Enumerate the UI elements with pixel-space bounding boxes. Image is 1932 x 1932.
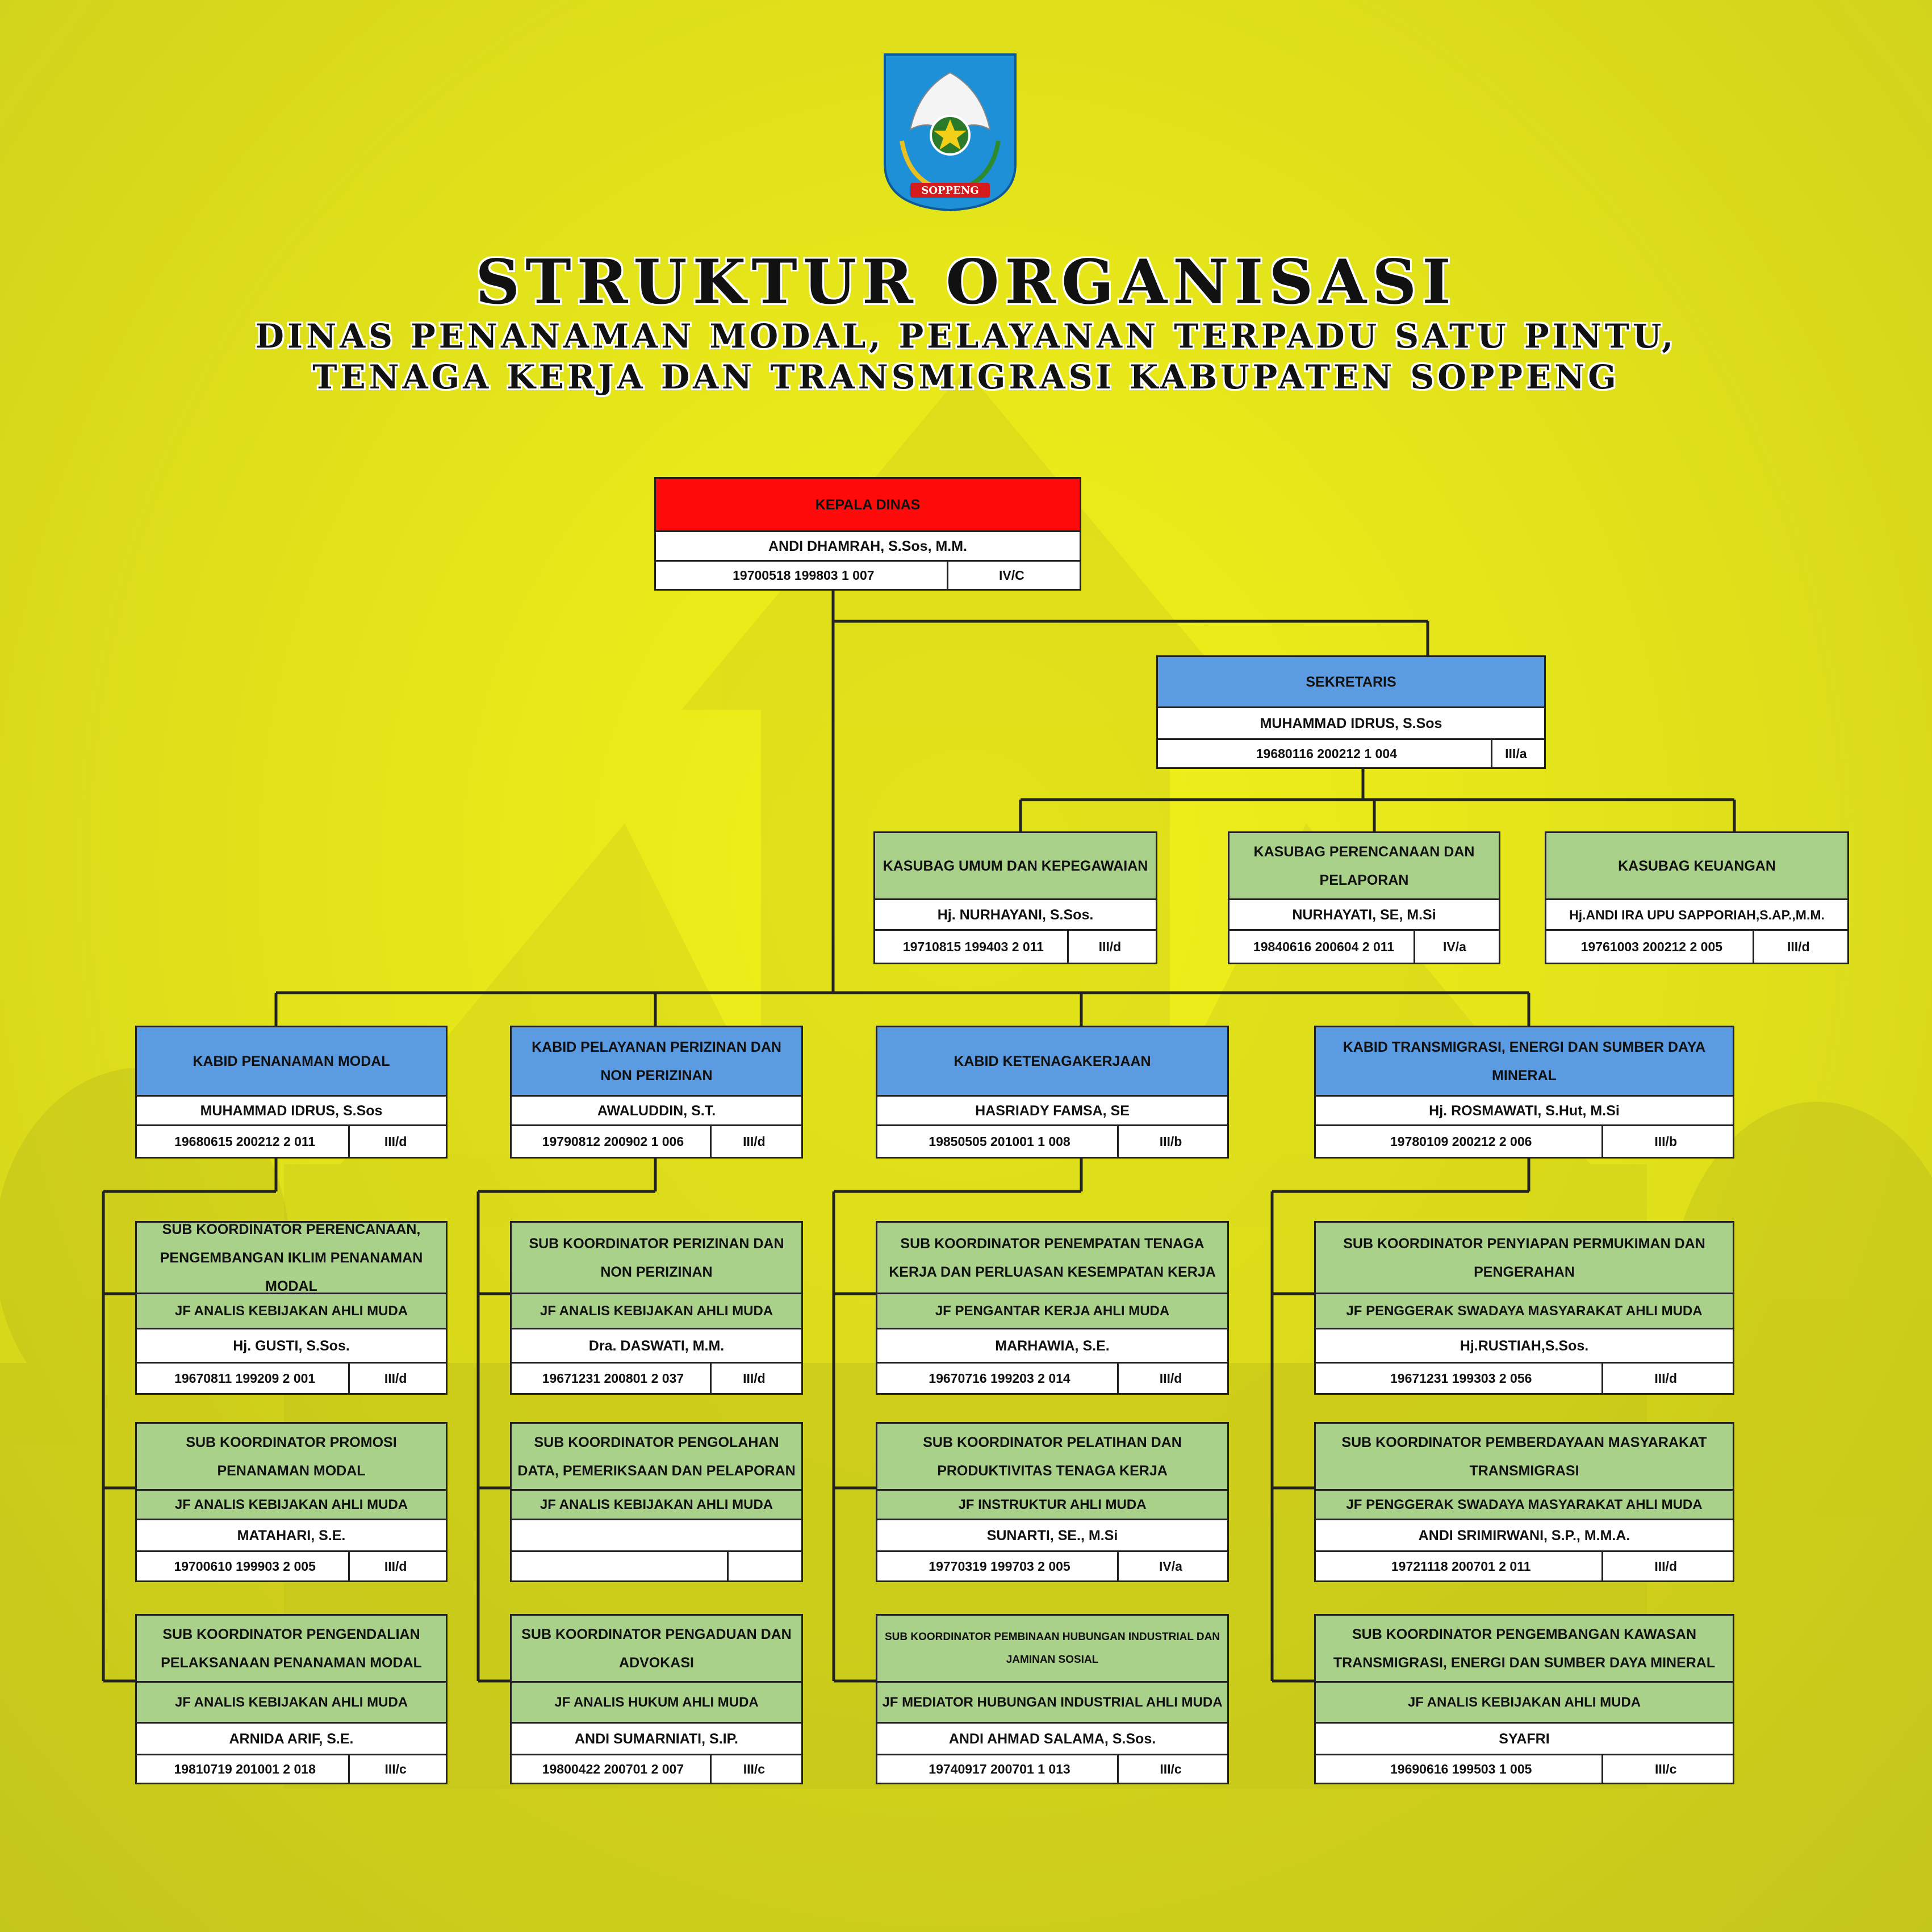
subkoor-name: ANDI SUMARNIATI, S.IP. [575,1730,738,1747]
sekretaris-title: SEKRETARIS [1306,674,1396,690]
subkoor-box [510,1422,803,1582]
subkoor-rank: III/c [384,1762,407,1776]
subkoor-rank: III/d [1159,1371,1182,1386]
subkoor-title: SUB KOORDINATOR PEMBINAAN HUBUNGAN INDUSTRIAL DAN JAMINAN SOSIAL [884,1630,1220,1666]
subkoor-name: MARHAWIA, S.E. [995,1337,1110,1354]
kabid-ketenagakerjaan-box [876,1026,1229,1159]
kasubag-perencanaan-box [1228,831,1500,964]
subkoor-box [135,1614,448,1784]
subkoor-name: SUNARTI, SE., M.Si [986,1527,1118,1544]
subkoor-name: Hj. GUSTI, S.Sos. [233,1337,350,1354]
kabid-rank: III/b [1654,1134,1678,1149]
subkoor-box [135,1221,448,1395]
kasubag-nip: 19840616 200604 2 011 [1234,931,1415,963]
kasubag-rank: IV/a [1443,939,1466,954]
subkoor-rank: III/d [1654,1371,1678,1386]
kabid-title: KABID KETENAGAKERJAAN [954,1053,1151,1069]
kabid-name: MUHAMMAD IDRUS, S.Sos [200,1102,383,1119]
subkoor-box [1314,1422,1734,1582]
subkoor-name: ANDI AHMAD SALAMA, S.Sos. [948,1730,1156,1747]
subkoor-title: SUB KOORDINATOR PENGENDALIAN PELAKSANAAN PENANAMAN MODAL [161,1626,422,1671]
sekretaris-box [1156,655,1546,769]
subkoor-jf: JF ANALIS KEBIJAKAN AHLI MUDA [1407,1694,1641,1710]
page-subtitle-line1: DINAS PENANAMAN MODAL, PELAYANAN TERPADU SATU PINTU, [255,317,1677,356]
kasubag-umum-box [873,831,1157,964]
kasubag-name: Hj.ANDI IRA UPU SAPPORIAH,S.AP.,M.M. [1569,907,1825,922]
page-subtitle-line2: TENAGA KERJA DAN TRANSMIGRASI KABUPATEN SOPPENG [312,358,1620,396]
kepala-dinas-box [654,477,1081,591]
subkoor-box [510,1614,803,1784]
subkoor-box [876,1221,1229,1395]
kepala-name: ANDI DHAMRAH, S.Sos, M.M. [768,538,967,554]
subkoor-box [876,1422,1229,1582]
kabid-nip: 19790812 200902 1 006 [516,1126,712,1157]
subkoor-nip: 19671231 200801 2 037 [516,1364,712,1393]
subkoor-rank: III/c [1160,1762,1182,1776]
sekretaris-rank: III/a [1505,746,1527,761]
subkoor-nip: 19810719 201001 2 018 [141,1755,350,1783]
subkoor-nip: 19670811 199209 2 001 [141,1364,350,1393]
kabid-rank: III/b [1159,1134,1182,1149]
subkoor-nip: 19800422 200701 2 007 [516,1755,712,1783]
kabid-title: KABID TRANSMIGRASI, ENERGI DAN SUMBER DAYA MINERAL [1343,1039,1706,1084]
kasubag-name: NURHAYATI, SE, M.Si [1292,906,1436,923]
subkoor-rank [729,1552,797,1580]
subkoor-rank: IV/a [1159,1559,1182,1574]
sekretaris-nip: 19680116 200212 1 004 [1162,740,1492,767]
kasubag-title: KASUBAG UMUM DAN KEPEGAWAIAN [883,858,1148,874]
subkoor-box [1314,1614,1734,1784]
subkoor-box [510,1221,803,1395]
kasubag-nip: 19710815 199403 2 011 [880,931,1069,963]
subkoor-title: SUB KOORDINATOR PERENCANAAN, PENGEMBANGAN IKLIM PENANAMAN MODAL [160,1221,423,1294]
subkoor-title: SUB KOORDINATOR PENGADUAN DAN ADVOKASI [521,1626,792,1671]
subkoor-title: SUB KOORDINATOR PENEMPATAN TENAGA KERJA DAN PERLUASAN KESEMPATAN KERJA [889,1235,1216,1280]
kepala-title: KEPALA DINAS [815,496,921,513]
subkoor-jf: JF PENGGERAK SWADAYA MASYARAKAT AHLI MUDA [1346,1496,1703,1512]
kabid-rank: III/d [743,1134,766,1149]
subkoor-title: SUB KOORDINATOR PEMBERDAYAAN MASYARAKAT TRANSMIGRASI [1341,1434,1707,1479]
kasubag-name: Hj. NURHAYANI, S.Sos. [937,906,1094,923]
subkoor-nip: 19770319 199703 2 005 [882,1552,1119,1580]
kasubag-keuangan-box [1545,831,1849,964]
kabid-title: KABID PELAYANAN PERIZINAN DAN NON PERIZINAN [532,1039,781,1084]
kabid-pelayanan-perizinan-box [510,1026,803,1159]
subkoor-jf: JF PENGANTAR KERJA AHLI MUDA [935,1303,1170,1319]
subkoor-name: MATAHARI, S.E. [237,1527,346,1544]
subkoor-nip: 19690616 199503 1 005 [1320,1755,1603,1783]
subkoor-jf: JF ANALIS HUKUM AHLI MUDA [554,1694,759,1710]
kasubag-rank: III/d [1098,939,1122,954]
subkoor-nip: 19721118 200701 2 011 [1320,1552,1603,1580]
kabid-name: AWALUDDIN, S.T. [597,1102,716,1119]
subkoor-jf: JF INSTRUKTUR AHLI MUDA [958,1496,1147,1512]
kasubag-nip: 19761003 200212 2 005 [1551,931,1754,963]
subkoor-nip: 19671231 199303 2 056 [1320,1364,1603,1393]
subkoor-jf: JF PENGGERAK SWADAYA MASYARAKAT AHLI MUDA [1346,1303,1703,1319]
subkoor-title: SUB KOORDINATOR PERIZINAN DAN NON PERIZINAN [529,1235,784,1280]
subkoor-name: ANDI SRIMIRWANI, S.P., M.M.A. [1418,1527,1630,1544]
subkoor-title: SUB KOORDINATOR PELATIHAN DAN PRODUKTIVITAS TENAGA KERJA [923,1434,1182,1479]
subkoor-rank: III/d [384,1371,407,1386]
kasubag-title: KASUBAG KEUANGAN [1618,858,1776,874]
subkoor-title: SUB KOORDINATOR PENYIAPAN PERMUKIMAN DAN PENGERAHAN [1343,1235,1705,1280]
subkoor-name: ARNIDA ARIF, S.E. [229,1730,354,1747]
kabid-nip: 19780109 200212 2 006 [1320,1126,1603,1157]
kabid-penanaman-modal-box [135,1026,448,1159]
kepala-nip: 19700518 199803 1 007 [660,562,948,589]
kabid-rank: III/d [384,1134,407,1149]
subkoor-rank: III/c [743,1762,766,1776]
subkoor-name: Dra. DASWATI, M.M. [588,1337,725,1354]
subkoor-jf: JF ANALIS KEBIJAKAN AHLI MUDA [540,1303,773,1319]
subkoor-nip [516,1552,729,1580]
subkoor-rank: III/c [1655,1762,1677,1776]
subkoor-jf: JF ANALIS KEBIJAKAN AHLI MUDA [174,1694,408,1710]
subkoor-rank: III/d [743,1371,766,1386]
subkoor-box [135,1422,448,1582]
subkoor-nip: 19670716 199203 2 014 [882,1364,1119,1393]
kabid-title: KABID PENANAMAN MODAL [193,1053,390,1069]
subkoor-box [876,1614,1229,1784]
subkoor-rank: III/d [1654,1559,1678,1574]
subkoor-jf: JF ANALIS KEBIJAKAN AHLI MUDA [540,1496,773,1512]
subkoor-jf: JF ANALIS KEBIJAKAN AHLI MUDA [174,1303,408,1319]
kasubag-title: KASUBAG PERENCANAAN DAN PELAPORAN [1253,843,1475,888]
subkoor-title: SUB KOORDINATOR PROMOSI PENANAMAN MODAL [186,1434,397,1479]
subkoor-nip: 19700610 199903 2 005 [141,1552,350,1580]
subkoor-name: Hj.RUSTIAH,S.Sos. [1460,1337,1589,1354]
subkoor-title: SUB KOORDINATOR PENGOLAHAN DATA, PEMERIKSAAN DAN PELAPORAN [517,1434,796,1479]
subkoor-title: SUB KOORDINATOR PENGEMBANGAN KAWASAN TRANSMIGRASI, ENERGI DAN SUMBER DAYA MINERAL [1333,1626,1716,1671]
subkoor-name: SYAFRI [1499,1730,1550,1747]
subkoor-nip: 19740917 200701 1 013 [882,1755,1119,1783]
svg-text:SOPPENG: SOPPENG [921,185,979,196]
subkoor-jf: JF MEDIATOR HUBUNGAN INDUSTRIAL AHLI MUDA [882,1694,1223,1710]
kabid-nip: 19850505 201001 1 008 [882,1126,1119,1157]
sekretaris-name: MUHAMMAD IDRUS, S.Sos [1260,715,1442,731]
kepala-rank: IV/C [998,568,1024,583]
kasubag-rank: III/d [1787,939,1810,954]
kabid-transmigrasi-box [1314,1026,1734,1159]
kabid-nip: 19680615 200212 2 011 [141,1126,350,1157]
kabid-name: Hj. ROSMAWATI, S.Hut, M.Si [1429,1102,1620,1119]
subkoor-rank: III/d [384,1559,407,1574]
subkoor-jf: JF ANALIS KEBIJAKAN AHLI MUDA [174,1496,408,1512]
subkoor-box [1314,1221,1734,1395]
page-title: STRUKTUR ORGANISASI [475,246,1457,318]
kabid-name: HASRIADY FAMSA, SE [975,1102,1130,1119]
